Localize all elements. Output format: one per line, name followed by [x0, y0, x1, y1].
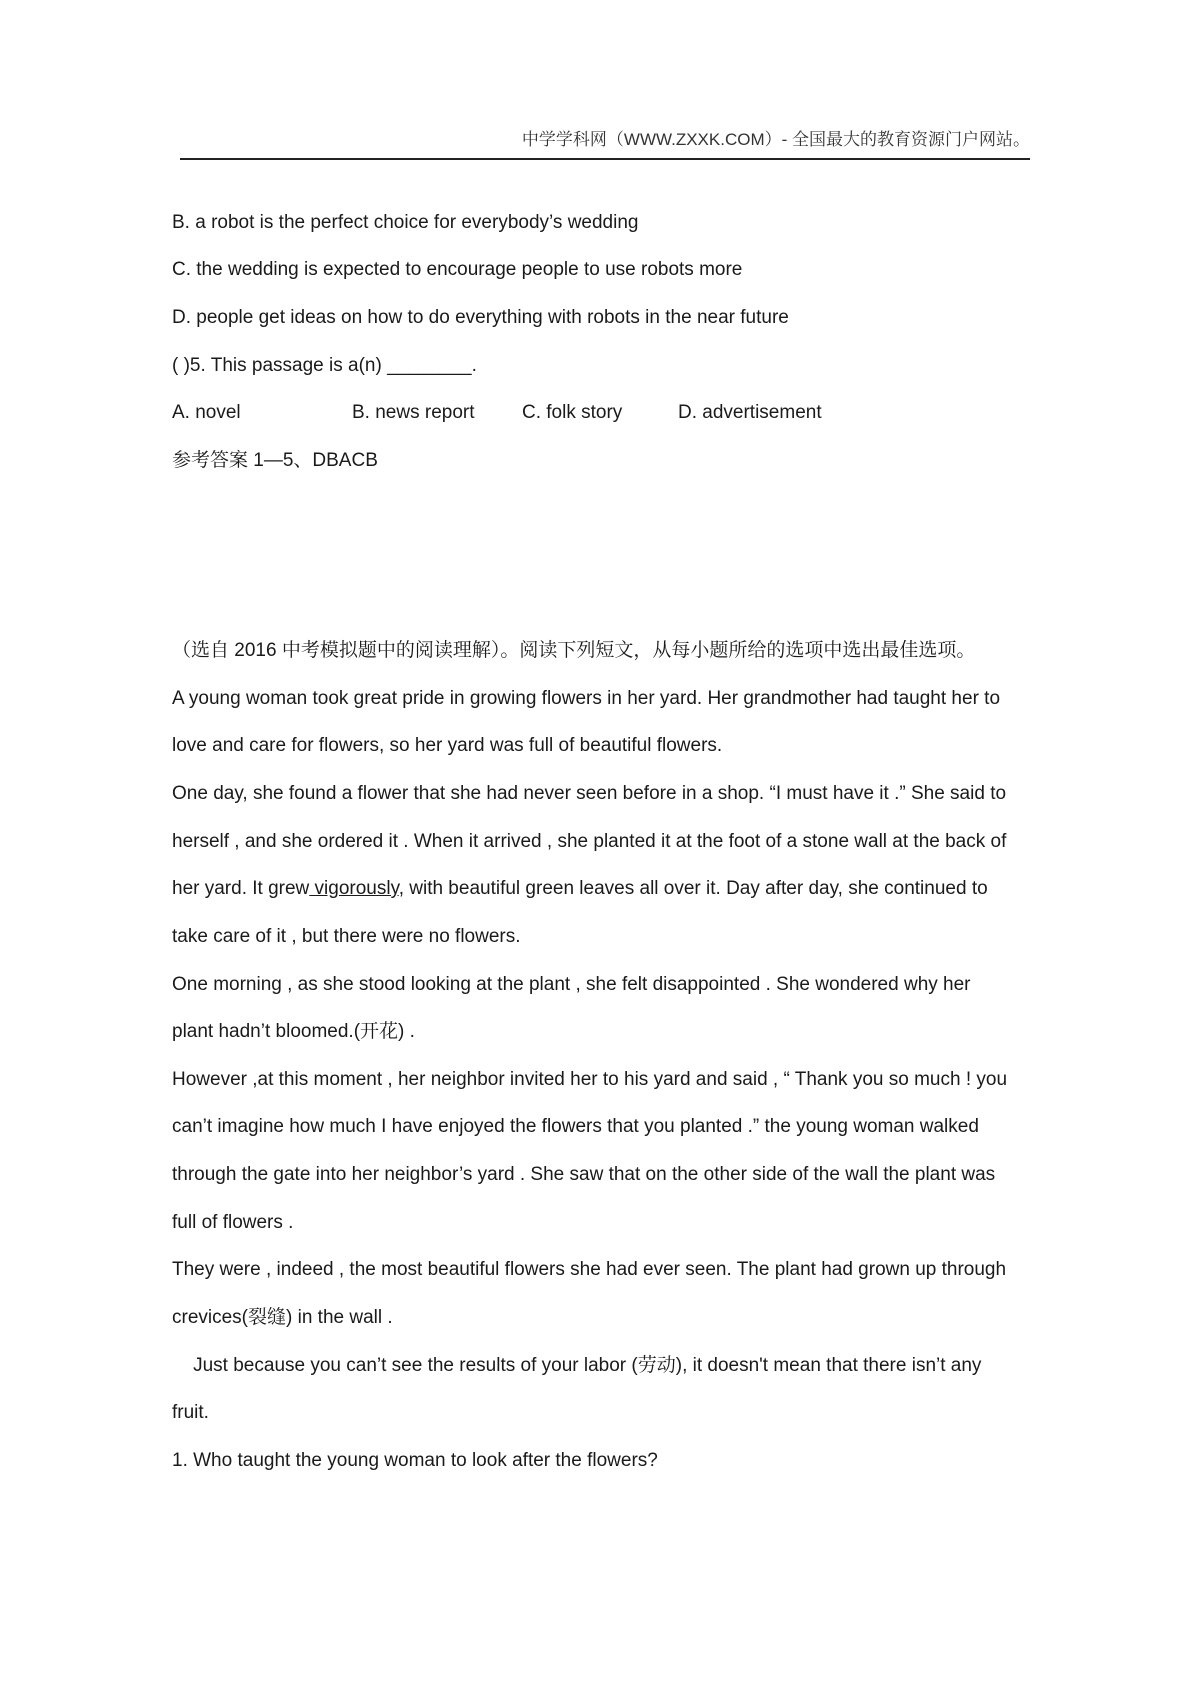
passage-line: through the gate into her neighbor’s yard . She saw that on the other side of the wall the plant was: [172, 1164, 996, 1185]
option-c: C. the wedding is expected to encourage people to use robots more: [172, 259, 743, 280]
passage-line: One day, she found a flower that she had never seen before in a shop. “I must have it .” She said to: [172, 783, 1007, 804]
passage-line: crevices(裂缝) in the wall .: [172, 1307, 393, 1328]
passage-line: love and care for flowers, so her yard was full of beautiful flowers.: [172, 735, 723, 756]
passage-text: her yard. It grew: [172, 878, 310, 899]
passage-line: take care of it , but there were no flowers.: [172, 926, 521, 947]
passage-line: fruit.: [172, 1402, 209, 1423]
question-5: ( )5. This passage is a(n) ________.: [172, 355, 477, 376]
page-header: [180, 128, 1030, 160]
option-d: D. people get ideas on how to do everything with robots in the near future: [172, 307, 789, 328]
passage-line: [172, 876, 988, 902]
passage-line: One morning , as she stood looking at the plant , she felt disappointed . She wondered why her: [172, 974, 971, 995]
passage-line: herself , and she ordered it . When it arrived , she planted it at the foot of a stone wall at the back of: [172, 831, 1007, 852]
answer-key: 参考答案 1—5、DBACB: [172, 450, 378, 471]
passage-line: They were , indeed , the most beautiful flowers she had ever seen. The plant had grown up through: [172, 1259, 1007, 1280]
q5-option-b: B. news report: [352, 402, 475, 423]
passage-text: , with beautiful green leaves all over it. Day after day, she continued to: [398, 878, 988, 899]
q5-option-d: D. advertisement: [678, 402, 822, 423]
reading-instruction: （选自 2016 中考模拟题中的阅读理解）。阅读下列短文，从每小题所给的选项中选出最佳选项。: [172, 640, 976, 661]
passage-line: full of flowers .: [172, 1212, 294, 1233]
passage-line: can’t imagine how much I have enjoyed the flowers that you planted .” the young woman walked: [172, 1116, 979, 1137]
passage-line: Just because you can’t see the results of your labor (劳动), it doesn't mean that there isn’t any: [172, 1355, 982, 1376]
question-1: 1. Who taught the young woman to look after the flowers?: [172, 1450, 658, 1471]
passage-line: However ,at this moment , her neighbor invited her to his yard and said , “ Thank you so much ! you: [172, 1069, 1008, 1090]
option-b: B. a robot is the perfect choice for everybody’s wedding: [172, 212, 639, 233]
underlined-word: vigorously: [309, 878, 399, 899]
q5-option-c: C. folk story: [522, 402, 623, 423]
header-site-text: 中学学科网（WWW.ZXXK.COM）- 全国最大的教育资源门户网站。: [521, 130, 1030, 149]
q5-option-a: A. novel: [172, 402, 241, 423]
passage-line: plant hadn’t bloomed.(开花) .: [172, 1021, 415, 1042]
passage-line: A young woman took great pride in growing flowers in her yard. Her grandmother had taught her to: [172, 688, 1001, 709]
